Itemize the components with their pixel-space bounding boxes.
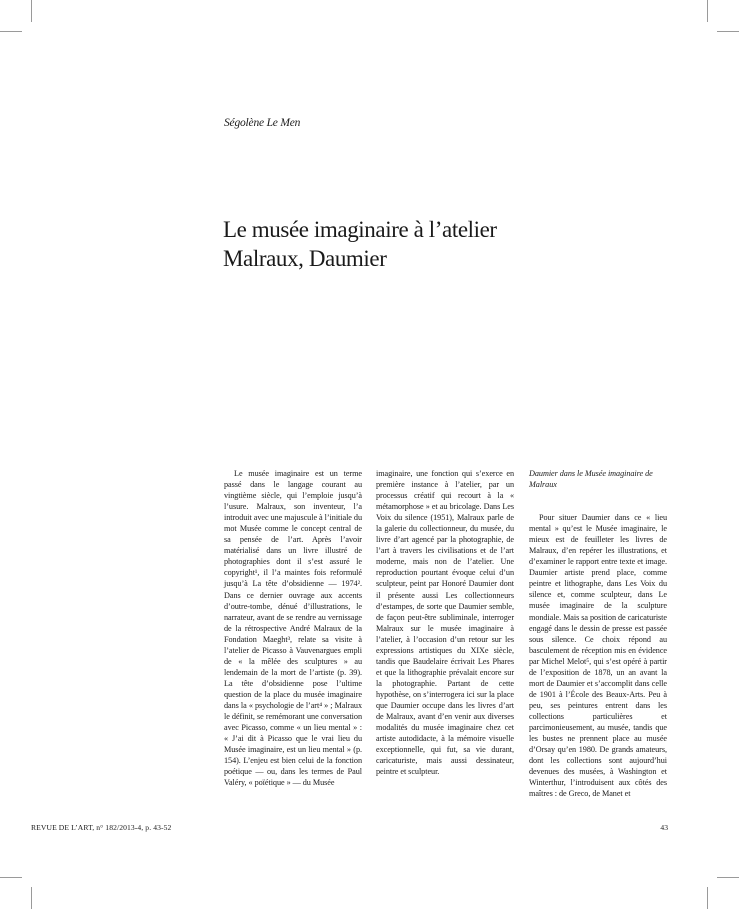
title-line-1: Le musée imaginaire à l’atelier <box>223 217 497 242</box>
crop-mark-bottom-right <box>707 887 708 909</box>
title-line-2: Malraux, Daumier <box>223 246 387 271</box>
body-paragraph: Le musée imaginaire est un terme passé dans le langage courant au vingtième siècle, qui l’emploie jusqu’à l’usure. Malraux, son inventeur, l’a introduit avec une majuscule à l’initiale du mot Musée comme le concept central de sa pensée de l’art. Après l’avoir matérialisé dans un livre illustré de photographies dont il s’est assuré le copyright¹, il l’a maintes fois reformulé jusqu’à La tête d’obsidienne — 1974². Dans ce dernier ouvrage aux accents d’outre-tombe, dénué d’illustrations, le narrateur, avant de se rendre au vernissage de la rétrospective André Malraux de la Fondation Maeght³, relate sa visite à l’atelier de Picasso à Vauvenargues empli de « la mêlée des sculptures » au lendemain de la mort de l’artiste (p. 39). La tête d’obsidienne pose l’ultime question de la place du musée imaginaire dans la « psychologie de l’art⁴ » ; Malraux le définit, se remémorant une conversation avec Picasso, comme « un lieu mental » : « J’ai dit à Picasso que le vrai lieu du Musée imaginaire, est un lieu mental » (p. 154). L’enjeu est bien celui de la fonction poétique — ou, dans les termes de Paul Valéry, « poïétique » — du Musée <box>224 469 362 788</box>
crop-mark-top-left <box>31 0 32 22</box>
crop-mark-left-bottom <box>0 877 22 878</box>
text-column-2 <box>376 468 514 777</box>
crop-mark-left-top <box>0 31 22 32</box>
author-name: Ségolène Le Men <box>224 117 301 129</box>
journal-citation: REVUE DE L’ART, n° 182/2013-4, p. 43-52 <box>31 823 172 832</box>
text-column-3 <box>529 468 667 799</box>
text-column-1 <box>224 468 362 788</box>
page-number: 43 <box>660 823 668 832</box>
section-subheading: Daumier dans le Musée imaginaire de Malraux <box>529 469 653 490</box>
crop-mark-right-top <box>717 31 739 32</box>
crop-mark-right-bottom <box>717 877 739 878</box>
crop-mark-top-right <box>707 0 708 22</box>
body-paragraph: Pour situer Daumier dans ce « lieu mental » qu’est le Musée imaginaire, le mieux est de feuilleter les livres de Malraux, d’en repérer les illustrations, et d’examiner le rapport entre texte et image. Daumier artiste prend place, comme peintre et lithographe, dans Les Voix du silence et, comme sculpteur, dans Le musée imaginaire de la sculpture mondiale. Mais sa position de caricaturiste engagé dans le dessin de presse est passée sous silence. Ce choix répond au basculement de réception mis en évidence par Michel Melot⁵, qui s’est opéré à partir de l’exposition de 1878, un an avant la mort de Daumier et s’accomplit dans celle de 1901 à l’École des Beaux-Arts. Peu à peu, ses peintures entrent dans les collections particulières et parcimonieusement, au musée, tandis que les bustes ne prennent place au musée d’Orsay qu’en 1980. De grands amateurs, dont les collections sont aujourd’hui devenues des musées, à Washington et Winterthur, l’introduisent aux côtés des maîtres : de Greco, de Manet et <box>529 513 667 799</box>
article-title <box>223 215 497 273</box>
body-paragraph: imaginaire, une fonction qui s’exerce en première instance à l’atelier, par un processus créatif qui recourt à la « métamorphose » et au bricolage. Dans Les Voix du silence (1951), Malraux parle de la galerie du collectionneur, du musée, du livre d’art agencé par la photographie, de l’art à travers les civilisations et de l’art moderne, mais non de l’atelier. Une reproduction pourtant évoque celui d’un sculpteur, peint par Honoré Daumier dont il présente aussi Les collectionneurs d’estampes, de sorte que Daumier semble, de façon peut-être subliminale, interroger Malraux sur le musée imaginaire à l’atelier, à l’occasion d’un retour sur les expressions artistiques du XIXe siècle, tandis que Baudelaire écrivait Les Phares et que la lithographie prévalait encore sur la photographie. Partant de cette hypothèse, on s’interrogera ici sur la place que Daumier occupe dans les livres d’art de Malraux, avant d’en venir aux diverses modalités du musée imaginaire chez cet artiste autodidacte, à la mémoire visuelle exceptionnelle, qui fut, sa vie durant, caricaturiste, mais aussi dessinateur, peintre et sculpteur. <box>376 469 514 777</box>
crop-mark-bottom-left <box>31 887 32 909</box>
